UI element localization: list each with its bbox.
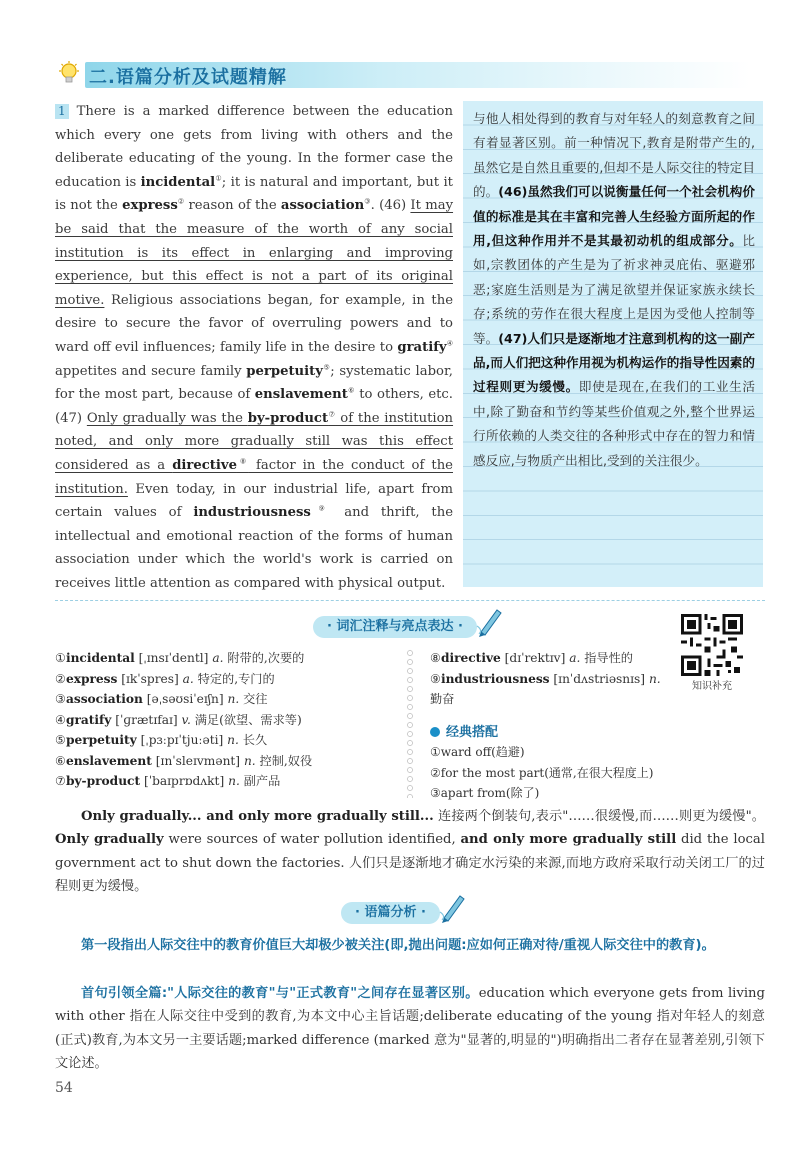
grammar-pattern: Only gradually: [55, 832, 164, 848]
grammar-note: [55, 805, 765, 899]
analysis-strong-text: 第一段指出人际交往中的教育价值巨大却极少被关注(即,抛出问题:应如何正确对待/重视人际交往中的教育)。: [81, 938, 715, 953]
section-title: 二.语篇分析及试题精解: [89, 67, 287, 88]
vocab-word: express: [122, 198, 178, 214]
vocab-item: ④gratify [ˈɡrætɪfaɪ] v. 满足(欲望、需求等): [55, 712, 302, 727]
passage-text: . (46): [370, 198, 411, 214]
collocation-list: [430, 742, 653, 804]
note-marker: ①: [215, 174, 222, 183]
paragraph-marker: 1: [55, 104, 69, 119]
english-passage: [55, 100, 453, 595]
vocab-item: ⑨industriousness [ɪnˈdʌstriəsnɪs] n.: [430, 671, 661, 686]
passage-text: Only gradually was the: [86, 410, 248, 426]
passage-text: to others, etc. (47): [55, 387, 454, 426]
collocation-item: ①ward off(趋避): [430, 745, 525, 759]
vocab-item: ⑧directive [dɪˈrektɪv] a. 指导性的: [430, 651, 633, 665]
note-marker: ④: [446, 339, 453, 348]
passage-text: Even today, in our industrial life, apart from certain values of: [55, 481, 453, 521]
passage-text: of the institution noted, and only more gradually still was this effect considered as a: [55, 410, 454, 473]
analysis-paragraph-1: [55, 934, 765, 957]
vocab-item-continuation: 勤奋: [430, 692, 455, 706]
collocation-item: ②for the most part(通常,在很大程度上): [430, 765, 654, 780]
collocation-item: ③apart from(除了): [430, 786, 540, 800]
section-divider: [55, 600, 765, 601]
passage-text: ; it is natural and important, but it is not the: [55, 174, 453, 214]
chain-divider: [405, 648, 415, 798]
vocab-item: ⑤perpetuity [ˌpɜːpɪˈtjuːəti] n. 长久: [55, 733, 268, 747]
translation-text: 即使是现在,在我们的工业生活中,除了勤奋和节约等某些价值观之外,整个世界运行所依赖的人类交往的各种形式中存在的智力和情感反应,与物质产出相比,受到的关注很少。: [473, 379, 755, 468]
translation-key-sentence-47: (47)人们只是逐渐地才注意到机构的这一副产品,而人们把这种作用视为机构运作的指导性因素的过程则更为缓慢。: [473, 330, 755, 395]
analysis-strong-text: 首句引领全篇:"人际交往的教育"与"正式教育"之间存在显著区别。: [81, 986, 479, 1001]
vocab-item: ③association [əˌsəʊsiˈeɪʃn] n. 交往: [55, 692, 268, 706]
vocab-word: incidental: [140, 174, 216, 190]
translation-key-sentence-46: (46)虽然我们可以说衡量任何一个社会机构价值的标准是其在丰富和完善人生经验方面所起的作用,但这种作用并不是其最初动机的组成部分。: [473, 184, 755, 249]
vocab-list-right: [430, 648, 661, 710]
grammar-pattern: Only gradually... and only more gradually still...: [81, 809, 434, 824]
vocab-tag-label: · 词汇注释与亮点表达 ·: [327, 619, 463, 634]
passage-text: ; systematic labor, for the most part, because of: [55, 363, 453, 403]
grammar-pattern: and only more gradually still: [460, 832, 677, 848]
bullet-dot-icon: [430, 727, 440, 737]
vocab-word: association: [280, 198, 365, 214]
note-marker: ⑤: [322, 363, 331, 372]
vocab-list-left: [55, 648, 312, 792]
collocation-title-text: 经典搭配: [446, 725, 499, 740]
grammar-text: 连接两个倒装句,表示"……很缓慢,而……则更为缓慢"。: [433, 809, 765, 824]
vocab-word: by-product: [247, 410, 329, 426]
underlined-sentence-46: It may be said that the measure of the worth of any social institution is its effect in enlarging and improving experience, but this effect is not a part of its original motive.: [55, 198, 454, 308]
vocab-section-tag: [313, 616, 477, 638]
passage-text: Religious associations began, for example, in the desire to secure the favor of overruling powers and to ward off evil influences; family life in the desire to: [55, 292, 453, 355]
vocab-item: ⑦by-product [ˈbaɪprɒdʌkt] n. 副产品: [55, 774, 281, 788]
page-number: 54: [55, 1080, 73, 1096]
note-marker: ③: [364, 197, 371, 206]
grammar-text: were sources of water pollution identified,: [163, 832, 461, 848]
passage-text: factor in the conduct of the institution.: [55, 457, 453, 497]
vocab-item: ⑥enslavement [ɪnˈsleɪvmənt] n. 控制,奴役: [55, 753, 313, 768]
translation-panel: [463, 101, 763, 587]
section-header: [55, 58, 750, 92]
grammar-text: did the local government act to shut down the factories. 人们只是逐渐地才确定水污染的来源,而地方政府采取行动关闭工厂的过程则更为缓慢。: [55, 832, 765, 895]
note-marker: ⑦: [328, 410, 336, 419]
pen-icon: [475, 604, 505, 638]
pen-icon: [438, 890, 468, 924]
vocab-word: perpetuity: [246, 363, 323, 379]
vocab-word: industriousness: [193, 505, 311, 521]
analysis-tag-label: · 语篇分析 ·: [355, 905, 426, 920]
vocab-word: gratify: [397, 339, 447, 355]
translation-text: 比如,宗教团体的产生是为了祈求神灵庇佑、驱避邪恶;家庭生活则是为了满足欲望并保证家族永续长存;系统的劳作在很大程度上是因为受他人控制等等。: [473, 233, 755, 346]
vocab-item: ②express [ɪkˈspres] a. 特定的,专门的: [55, 671, 275, 686]
lightbulb-icon: [55, 60, 83, 88]
passage-text: There is a marked difference between the education which every one gets from living with others and the deliberate educating of the young. In the former case the education is: [55, 104, 453, 190]
analysis-paragraph-2: [55, 982, 765, 1076]
passage-text: appetites and secure family: [55, 363, 247, 379]
translation-text: 与他人相处得到的教育与对年轻人的刻意教育之间有着显著区别。前一种情况下,教育是附带产生的,虽然它是自然且重要的,但却不是人际交往的特定目的。: [473, 111, 755, 200]
passage-text: and thrift, the intellectual and emotional reaction of the forms of human association under which the world's work is carried on receives little attention as compared with physical output.: [55, 505, 454, 591]
vocab-item: ①incidental [ˌɪnsɪˈdentl] a. 附带的,次要的: [55, 651, 305, 665]
note-marker: ⑨: [310, 504, 333, 513]
passage-text: reason of the: [184, 198, 281, 214]
analysis-text: education which everyone gets from living with other 指在人际交往中受到的教育,为本文中心主旨话题;deliberate educating of the young 指对年轻人的刻意(正式)教育,为本文另一主要话题;marked difference (marked 意为"显著的,明显的")明确指出二者存在显著差别,引领下文论述。: [55, 986, 765, 1072]
note-marker: ⑥: [347, 386, 355, 395]
qr-code-icon[interactable]: [681, 614, 743, 676]
note-marker: ⑧: [236, 457, 249, 466]
analysis-section-tag: [341, 902, 440, 924]
note-marker: ②: [177, 197, 185, 206]
qr-label: 知识补充: [692, 681, 732, 692]
vocab-word: directive: [172, 457, 237, 473]
collocation-title: [430, 721, 498, 740]
vocab-word: enslavement: [254, 387, 348, 403]
